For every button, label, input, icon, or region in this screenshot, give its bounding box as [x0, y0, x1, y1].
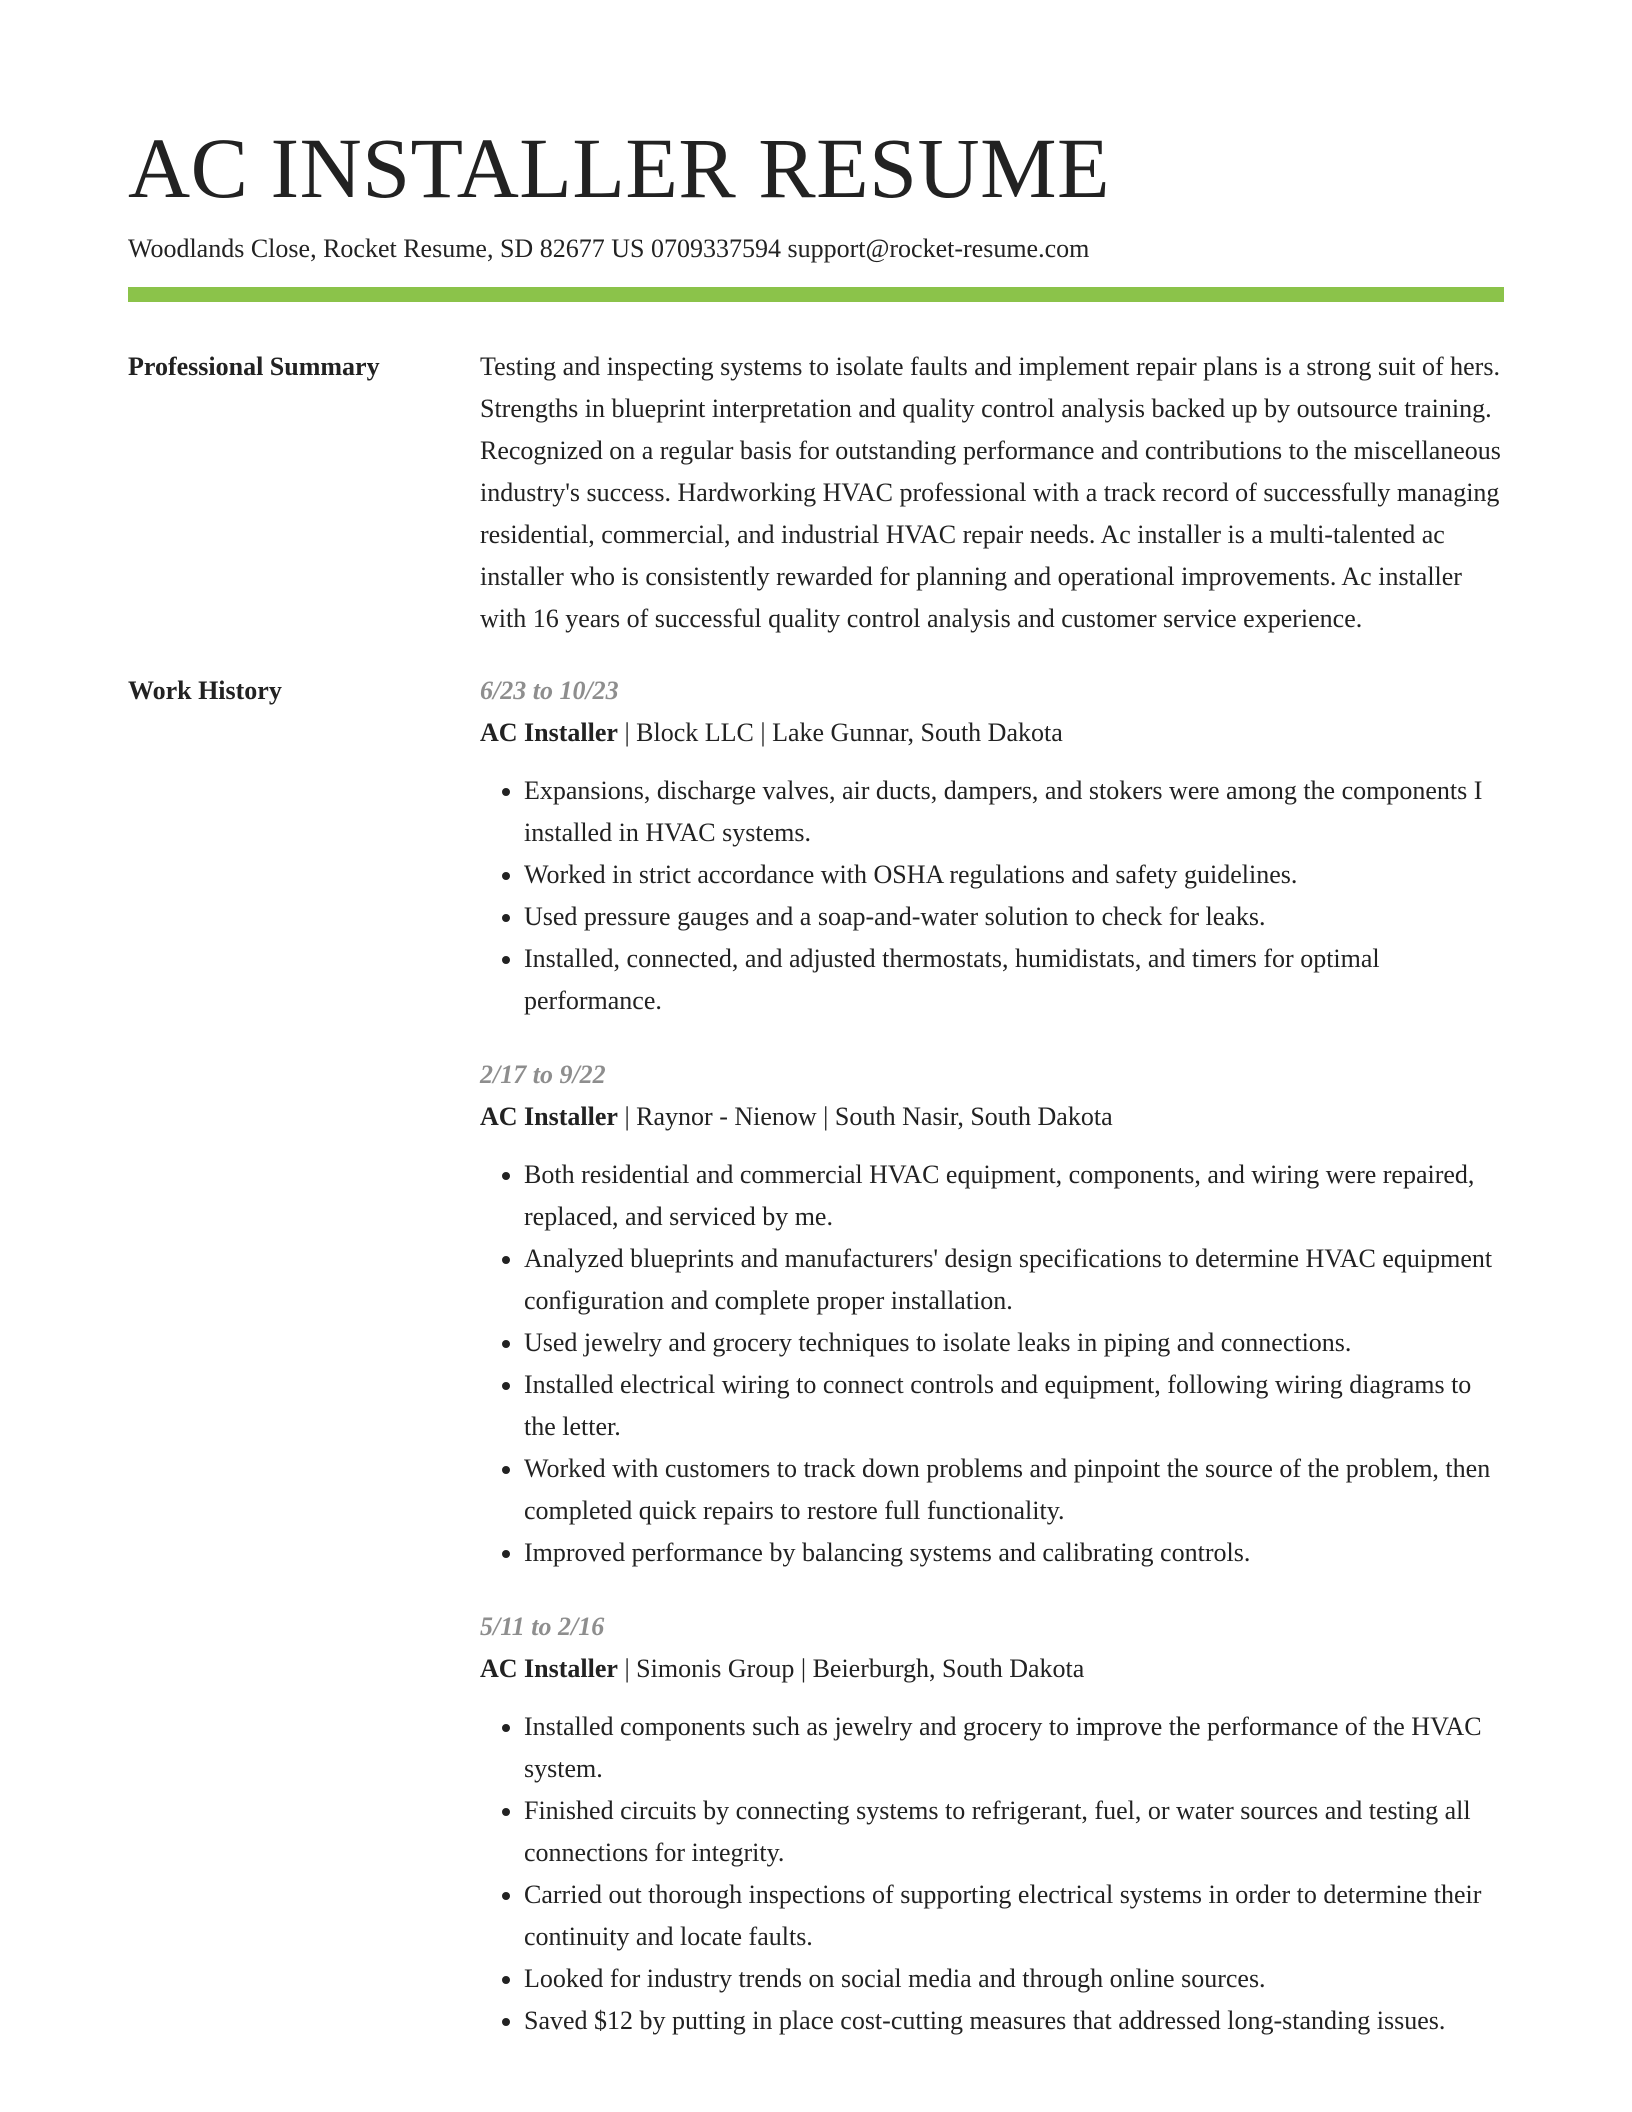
job-location: South Nasir, South Dakota — [834, 1102, 1113, 1131]
job-dates: 5/11 to 2/16 — [480, 1612, 605, 1641]
job-duty-item: • Analyzed blueprints and manufacturers' design specifications to determine HVAC equipment configuration and complete proper installation. — [524, 1238, 1504, 1322]
job-duty-item: • Expansions, discharge valves, air ducts, dampers, and stokers were among the components I installed in HVAC systems. — [524, 770, 1504, 854]
job-duty-item: • Worked with customers to track down problems and pinpoint the source of the problem, then completed quick repairs to restore full functionality. — [524, 1448, 1504, 1532]
job-duty-item: • Installed electrical wiring to connect controls and equipment, following wiring diagrams to the letter. — [524, 1364, 1504, 1448]
work-history-heading: Work History — [128, 676, 282, 705]
work-history-section — [128, 670, 1504, 2074]
job-heading — [480, 1648, 1504, 1690]
job-separator: | — [617, 718, 637, 747]
job-company: Block LLC — [636, 718, 754, 747]
job-duty-item: • Improved performance by balancing systems and calibrating controls. — [524, 1532, 1504, 1574]
job-dates: 2/17 to 9/22 — [480, 1060, 606, 1089]
resume-title: AC INSTALLER RESUME — [128, 120, 1111, 216]
job-duty-item: • Looked for industry trends on social media and through online sources. — [524, 1958, 1504, 2000]
job-entry — [480, 1054, 1504, 1574]
job-heading — [480, 712, 1504, 754]
job-heading — [480, 1096, 1504, 1138]
job-separator: | — [617, 1654, 637, 1683]
work-history-body — [480, 670, 1504, 2074]
job-dates: 6/23 to 10/23 — [480, 676, 619, 705]
job-duties-list — [480, 770, 1504, 1022]
job-duty-item: • Finished circuits by connecting systems to refrigerant, fuel, or water sources and testing all connections for integrity. — [524, 1790, 1504, 1874]
summary-heading: Professional Summary — [128, 352, 380, 381]
job-duties-list — [480, 1154, 1504, 1574]
job-duty-item: • Both residential and commercial HVAC equipment, components, and wiring were repaired, replaced, and serviced by me. — [524, 1154, 1504, 1238]
job-duty-item: • Installed, connected, and adjusted thermostats, humidistats, and timers for optimal performance. — [524, 938, 1504, 1022]
job-duty-item: • Saved $12 by putting in place cost-cutting measures that addressed long-standing issues. — [524, 2000, 1504, 2042]
header-divider — [128, 287, 1504, 302]
job-duty-item: • Used pressure gauges and a soap-and-water solution to check for leaks. — [524, 896, 1504, 938]
job-company: Simonis Group — [636, 1654, 795, 1683]
job-separator: | — [753, 718, 773, 747]
job-duty-item: • Used jewelry and grocery techniques to isolate leaks in piping and connections. — [524, 1322, 1504, 1364]
job-title: AC Installer — [480, 1102, 618, 1131]
job-duty-item: • Carried out thorough inspections of supporting electrical systems in order to determine their continuity and locate faults. — [524, 1874, 1504, 1958]
job-duty-item: • Worked in strict accordance with OSHA regulations and safety guidelines. — [524, 854, 1504, 896]
job-duties-list — [480, 1706, 1504, 2042]
summary-section — [128, 346, 1504, 640]
job-title: AC Installer — [480, 1654, 618, 1683]
contact-line: Woodlands Close, Rocket Resume, SD 82677 US 0709337594 support@rocket-resume.com — [128, 234, 1090, 263]
job-separator: | — [794, 1654, 813, 1683]
summary-text: Testing and inspecting systems to isolate faults and implement repair plans is a strong suit of hers. Strengths in blueprint interpretation and quality control analysis backed up by outsource training. Recognized on a regular basis for outstanding performance and contributions to the miscellaneous industry's success. Hardworking HVAC professional with a track record of successfully managing residential, commercial, and industrial HVAC repair needs. Ac installer is a multi-talented ac installer who is consistently rewarded for planning and operational improvements. Ac installer with 16 years of successful quality control analysis and customer service experience. — [480, 352, 1501, 633]
summary-body — [480, 346, 1504, 640]
job-duty-item: • Installed components such as jewelry and grocery to improve the performance of the HVAC system. — [524, 1706, 1504, 1790]
job-separator: | — [617, 1102, 637, 1131]
job-location: Beierburgh, South Dakota — [812, 1654, 1085, 1683]
job-location: Lake Gunnar, South Dakota — [772, 718, 1063, 747]
job-entry — [480, 670, 1504, 1022]
job-entry — [480, 1606, 1504, 2042]
job-company: Raynor - Nienow — [636, 1102, 817, 1131]
job-separator: | — [816, 1102, 835, 1131]
job-title: AC Installer — [480, 718, 618, 747]
resume-page — [128, 0, 1504, 2074]
